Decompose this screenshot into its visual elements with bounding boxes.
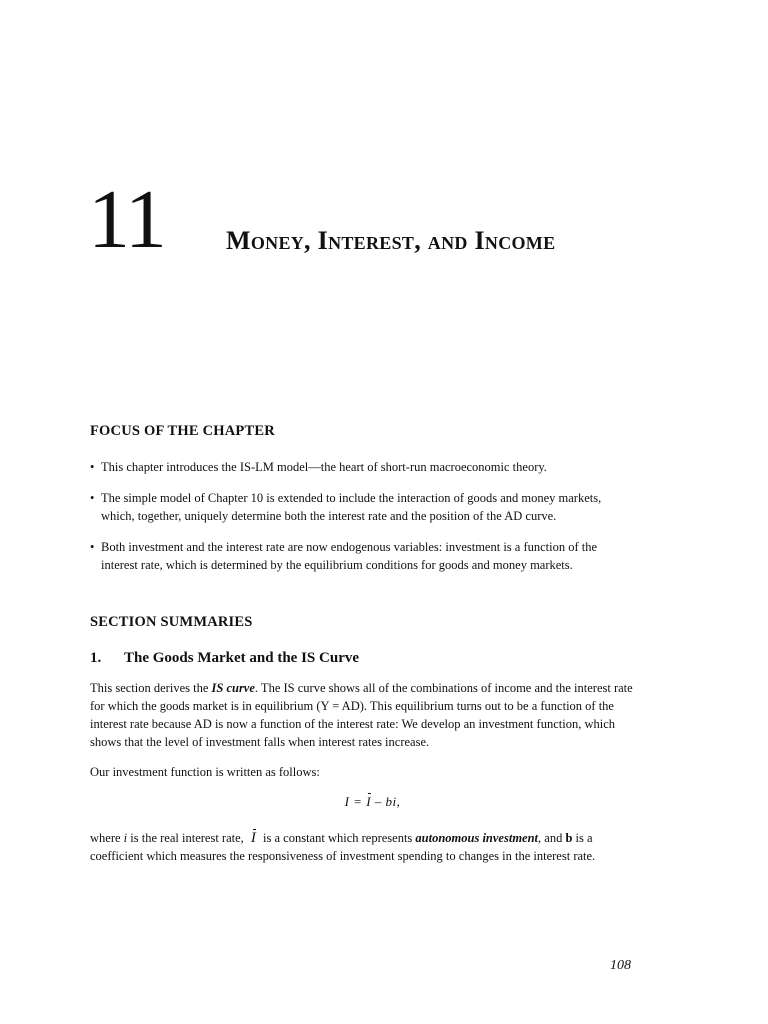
text-span: is the real interest rate,	[127, 831, 247, 845]
subsection-heading	[90, 649, 635, 667]
chapter-number: 11	[88, 173, 165, 266]
page-content	[90, 422, 635, 877]
investment-equation	[110, 793, 635, 811]
chapter-title: Money, Interest, and Income	[226, 226, 556, 255]
variable-ibar: I	[250, 830, 256, 846]
focus-bullet: • Both investment and the interest rate are now endogenous variables: investment is a function of the interest rate, which is determined by the equilibrium conditions for goods and money markets.	[90, 538, 635, 574]
focus-bullet: • The simple model of Chapter 10 is extended to include the interaction of goods and money markets, which, together, uniquely determine both the interest rate and the position of the AD curve.	[90, 489, 635, 525]
subsection-title: The Goods Market and the IS Curve	[124, 650, 360, 666]
equation-rhs: – bi,	[371, 794, 401, 809]
focus-bullet: • This chapter introduces the IS-LM model—the heart of short-run macroeconomic theory.	[90, 458, 635, 476]
text-span: This section derives the	[90, 681, 212, 695]
term-autonomous-investment: autonomous investment	[415, 831, 539, 845]
focus-bullet-list	[90, 458, 635, 574]
paragraph-investment-intro: Our investment function is written as follows:	[90, 765, 320, 779]
equation-autonomous-investment: I	[366, 794, 372, 809]
paragraph-is-curve	[90, 679, 635, 751]
text-span: is a coefficient which measures the responsiveness of investment spending to changes in the interest rate.	[90, 831, 596, 863]
equation-equals: =	[349, 794, 367, 809]
text-span: is a constant which represents	[259, 831, 416, 845]
section-summaries-heading: SECTION SUMMARIES	[90, 614, 253, 630]
equation-lhs: I	[344, 794, 350, 809]
variable-b: b	[565, 831, 573, 845]
focus-heading: FOCUS OF THE CHAPTER	[90, 423, 275, 439]
paragraph-investment-definition	[90, 829, 635, 865]
term-is-curve: IS curve	[211, 681, 255, 695]
page-number: 108	[610, 958, 631, 973]
text-span: where	[90, 831, 124, 845]
text-span: . The IS curve shows all of the combinations of income and the interest rate for which the goods market is in equilibrium (Y = AD). This equilibrium turns out to be a function of the interest rate because AD is now a function of the interest rate: We develop an investment function, which shows that the level of investment falls when interest rates increase.	[90, 681, 633, 749]
subsection-number: 1.	[90, 650, 102, 666]
text-span: , and	[538, 831, 566, 845]
variable-i: i	[123, 831, 128, 845]
